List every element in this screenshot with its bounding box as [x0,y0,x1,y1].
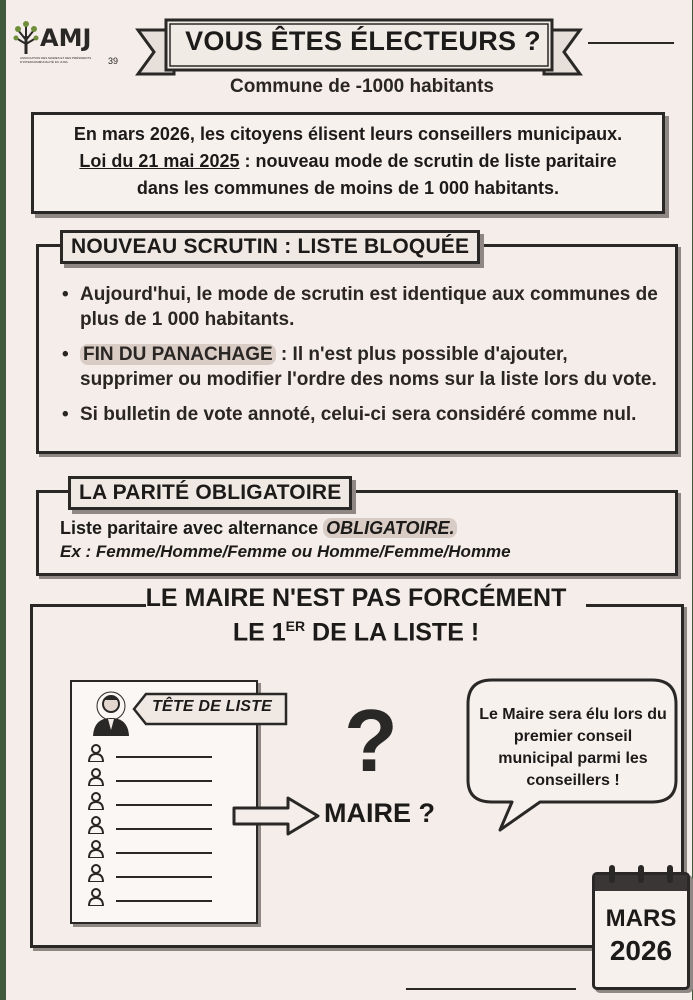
list-row-line [116,828,212,830]
person-icon [88,864,104,882]
scrutin-bullet-2-rest: : Il n'est plus possible d'ajouter, supprimer ou modifier l'ordre des noms sur la liste lors du vote. [80,344,657,390]
parite-title: LA PARITÉ OBLIGATOIRE [68,476,352,510]
calendar-month: MARS [605,905,677,932]
title-line-2-post: DE LA LISTE ! [305,618,480,647]
title-line-2-pre: LE 1 [232,618,286,647]
calendar-icon [592,872,690,990]
parite-line-1-text: Liste paritaire avec alternance [60,518,324,538]
logo-subtext: ASSOCIATION DES MAIRES ET DES PRÉSIDENTS D'INTERCOMMUNALITÉ DU JURA [20,56,92,64]
person-icon [88,816,104,834]
parite-line-1 [60,518,457,539]
person-icon [88,744,104,762]
scrutin-bullet-3: • Si bulletin de vote annoté, celui-ci sera considéré comme nul. [58,402,658,427]
list-row [84,888,244,908]
list-row [84,768,244,788]
list-row-line [116,852,212,854]
flyer-sheet [6,0,692,1000]
list-row-line [116,780,212,782]
arrow-right-icon [232,796,322,836]
scrutin-bullet-1: • Aujourd'hui, le mode de scrutin est identique aux communes de plus de 1 000 habitants. [58,282,658,332]
tete-de-liste-label: TÊTE DE LISTE [152,698,272,715]
logo-number: 39 [108,56,119,66]
title-line-2-sup: ER [285,618,306,634]
intro-line-2 [34,151,662,172]
question-mark: ? [344,691,398,790]
intro-line-1: En mars 2026, les citoyens élisent leurs conseillers municipaux. [73,124,623,144]
person-icon [88,792,104,810]
intro-line-3: dans les communes de moins de 1 000 habitants. [136,178,560,198]
list-row-line [116,900,212,902]
logo-text: AMJ [40,24,92,52]
bubble-text: Le Maire sera élu lors du premier conseil municipal parmi les conseillers ! [479,706,667,789]
banner-title: VOUS ÊTES ÉLECTEURS ? [185,26,541,56]
maire-title-line-2 [106,618,606,647]
maire-title-line-1: LE MAIRE N'EST PAS FORCÉMENT [145,584,567,612]
maire-label: MAIRE ? [324,798,435,828]
list-row [84,864,244,884]
person-icon [88,888,104,906]
bottom-rule [406,988,576,990]
parite-example: Ex : Femme/Homme/Femme ou Homme/Femme/Homme [60,542,511,561]
scrutin-content [58,282,658,437]
scrutin-title: NOUVEAU SCRUTIN : LISTE BLOQUÉE [60,230,480,264]
list-row-line [116,756,212,758]
list-row [84,744,244,764]
tree-logo-icon [12,20,40,54]
subtitle: Commune de -1000 habitants [230,76,494,97]
intro-line-2-rest: : nouveau mode de scrutin de liste paritaire [239,151,617,171]
calendar-year: 2026 [609,935,673,966]
amj-logo [10,18,122,68]
calendar-ring-3 [667,865,673,883]
intro-box [31,112,665,214]
scrutin-bullet-2 [58,342,658,392]
list-row-line [116,876,212,878]
panachage-highlight: FIN DU PANACHAGE [80,344,276,365]
head-of-list-avatar [90,690,132,736]
list-row [84,792,244,812]
list-row [84,816,244,836]
calendar-ring-1 [609,865,615,883]
person-icon [88,768,104,786]
calendar-ring-2 [638,865,644,883]
list-lines [84,744,244,914]
law-reference: Loi du 21 mai 2025 [79,151,240,171]
person-icon [88,840,104,858]
header-rule [588,42,674,44]
list-row [84,840,244,860]
list-row-line [116,804,212,806]
obligatoire-highlight: OBLIGATOIRE. [323,518,457,538]
